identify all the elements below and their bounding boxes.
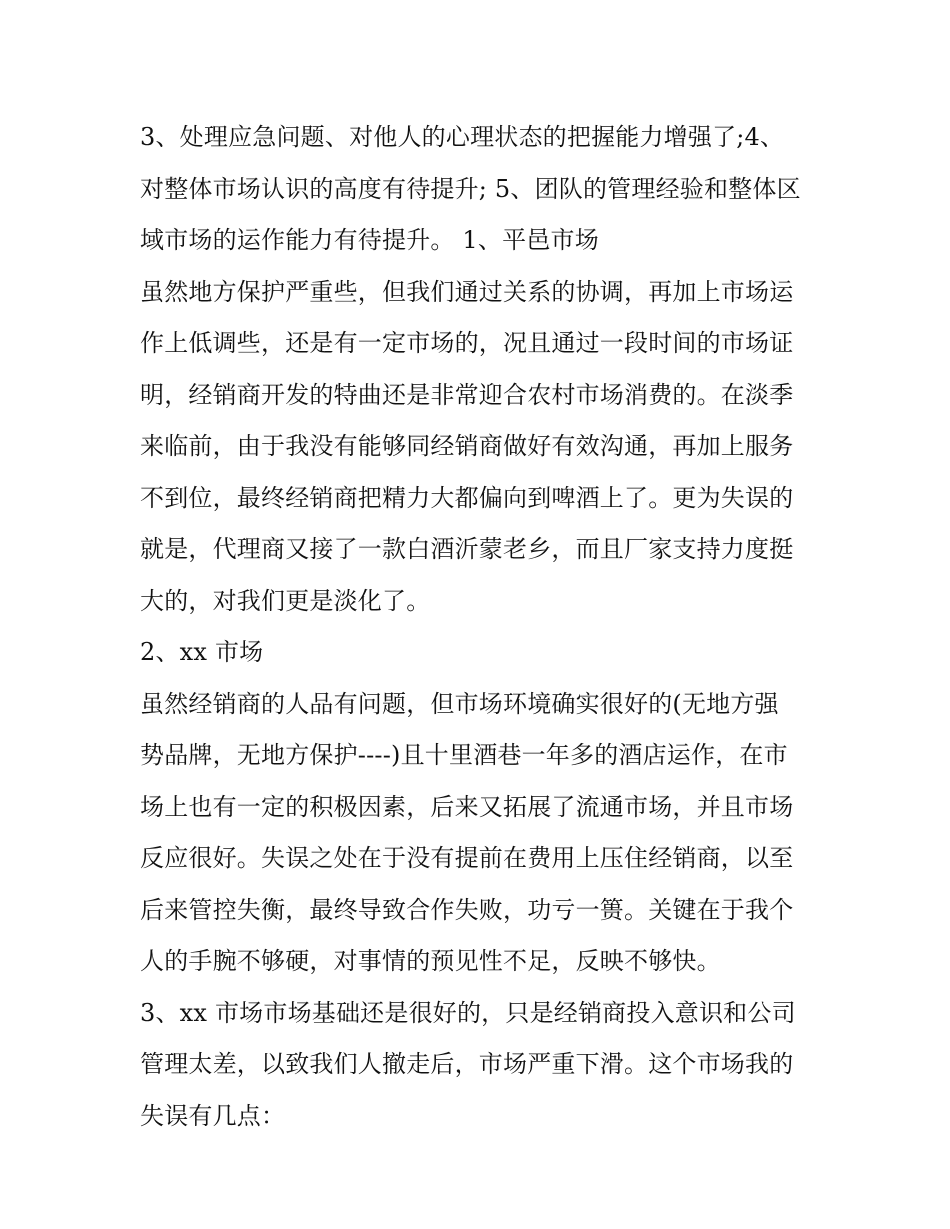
- text-line: 人的手腕不够硬，对事情的预见性不足，反映不够快。: [140, 947, 721, 975]
- document-body: [140, 112, 820, 1142]
- text-line: 来临前，由于我没有能够同经销商做好有效沟通，再加上服务: [140, 432, 794, 460]
- section-heading: 2、xx 市场: [140, 638, 264, 666]
- text-line: 域市场的运作能力有待提升。 1、平邑市场: [140, 226, 599, 254]
- text-line: 反应很好。失误之处在于没有提前在费用上压住经销商，以至: [140, 844, 794, 872]
- text-line: 大的，对我们更是淡化了。: [140, 586, 431, 615]
- text-line: 后来管控失衡，最终导致合作失败，功亏一篑。关键在于我个: [140, 895, 794, 924]
- text-line: 不到位，最终经销商把精力大都偏向到啤酒上了。更为失误的: [140, 483, 794, 512]
- text-line: 虽然地方保护严重些，但我们通过关系的协调，再加上市场运: [140, 277, 794, 306]
- text-line: 3、处理应急问题、对他人的心理状态的把握能力增强了;4、: [140, 123, 785, 151]
- text-line: 场上也有一定的积极因素，后来又拓展了流通市场，并且市场: [140, 792, 794, 821]
- text-line: 就是，代理商又接了一款白酒沂蒙老乡，而且厂家支持力度挺: [140, 535, 794, 563]
- text-line: 虽然经销商的人品有问题，但市场环境确实很好的(无地方强: [140, 689, 779, 718]
- text-line: 作上低调些，还是有一定市场的，况且通过一段时间的市场证: [140, 329, 794, 357]
- text-line: 管理太差，以致我们人撤走后，市场严重下滑。这个市场我的: [140, 1050, 794, 1078]
- text-line: 势品牌，无地方保护----)且十里酒巷一年多的酒店运作，在市: [140, 741, 788, 769]
- text-line: 3、xx 市场市场基础还是很好的，只是经销商投入意识和公司: [140, 998, 796, 1027]
- text-line: 失误有几点：: [140, 1101, 286, 1130]
- text-line: 明，经销商开发的特曲还是非常迎合农村市场消费的。在淡季: [140, 380, 794, 409]
- text-line: 对整体市场认识的高度有待提升; 5、团队的管理经验和整体区: [140, 174, 801, 203]
